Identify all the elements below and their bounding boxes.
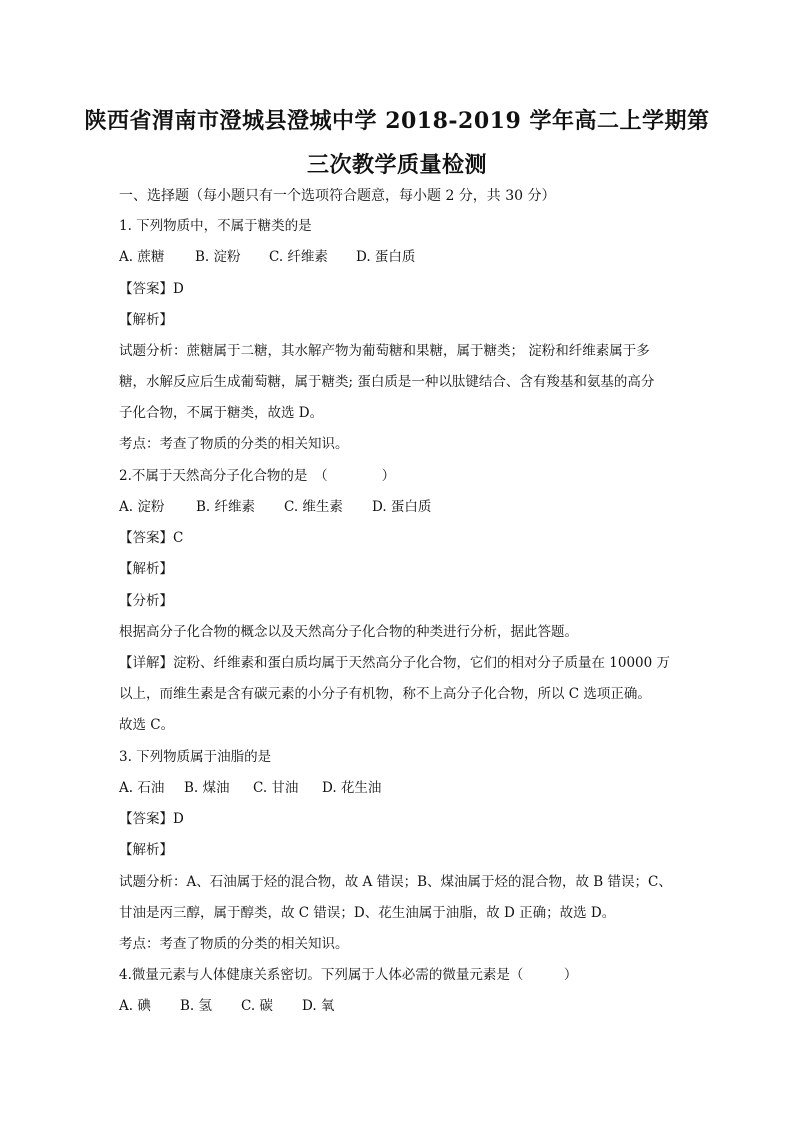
q1-options [119, 247, 415, 267]
q1-option-a: A. 蔗糖 [119, 249, 165, 265]
q1-option-d: D. 蛋白质 [356, 249, 416, 265]
q2-detail-line: 以上，而维生素是含有碳元素的小分子有机物，称不上高分子化合物，所以 C 选项正确。 [119, 686, 651, 702]
q3-stem: 3. 下列物质属于油脂的是 [119, 749, 272, 765]
q3-analysis-line: 甘油是丙三醇，属于醇类，故 C 错误；D、花生油属于油脂，故 D 正确；故选 D。 [119, 905, 616, 921]
q3-answer: 【答案】D [119, 811, 184, 827]
q4-option-b: B. 氢 [180, 998, 213, 1014]
q1-option-c: C. 纤维素 [269, 249, 328, 265]
q1-analysis-line: 子化合物，不属于糖类，故选 D。 [119, 405, 324, 421]
q3-point: 考点：考查了物质的分类的相关知识。 [119, 936, 349, 952]
doc-title-line-1: 陕西省渭南市澄城县澄城中学 2018-2019 学年高二上学期第 [84, 108, 710, 134]
q2-option-c: C. 维生素 [284, 499, 343, 515]
q2-answer: 【答案】C [119, 530, 184, 546]
doc-title-line-2: 三次教学质量检测 [306, 152, 487, 178]
q3-analysis-label: 【解析】 [119, 842, 173, 858]
q4-option-d: D. 氧 [302, 998, 335, 1014]
q2-options [119, 497, 431, 517]
q4-option-c: C. 碳 [241, 998, 273, 1014]
q1-analysis-label: 【解析】 [119, 312, 173, 328]
q2-stem: 2.不属于天然高分子化合物的是 （ ） [119, 468, 396, 484]
q3-options [119, 778, 381, 798]
q2-fenxi-label: 【分析】 [119, 593, 173, 609]
q2-option-b: B. 纤维素 [196, 499, 256, 515]
q1-point: 考点：考查了物质的分类的相关知识。 [119, 436, 349, 452]
q2-fenxi-text: 根据高分子化合物的概念以及天然高分子化合物的种类进行分析，据此答题。 [119, 624, 578, 640]
q3-analysis-line: 试题分析：A、石油属于烃的混合物，故 A 错误；B、煤油属于烃的混合物，故 B 错误；C、 [119, 874, 672, 890]
q2-detail-line: 故选 C。 [119, 717, 175, 733]
section-heading: 一、选择题（每小题只有一个选项符合题意，每小题 2 分，共 30 分） [119, 188, 556, 204]
q2-option-d: D. 蛋白质 [372, 499, 432, 515]
q1-stem: 1. 下列物质中，不属于糖类的是 [119, 218, 312, 234]
q1-option-b: B. 淀粉 [195, 249, 241, 265]
q3-option-b: B. 煤油 [184, 780, 230, 796]
q3-option-a: A. 石油 [119, 780, 165, 796]
q4-option-a: A. 碘 [119, 998, 151, 1014]
q4-stem: 4.微量元素与人体健康关系密切。下列属于人体必需的微量元素是（ ） [119, 967, 578, 983]
q2-detail-line: 【详解】淀粉、纤维素和蛋白质均属于天然高分子化合物，它们的相对分子质量在 10000 万 [119, 655, 671, 671]
q3-option-c: C. 甘油 [253, 780, 299, 796]
q2-analysis-label: 【解析】 [119, 561, 173, 577]
q2-option-a: A. 淀粉 [119, 499, 165, 515]
q1-analysis-line: 试题分析：蔗糖属于二糖，其水解产物为葡萄糖和果糖，属于糖类； 淀粉和纤维素属于多 [119, 343, 650, 359]
q4-options [119, 996, 334, 1016]
q1-analysis-line: 糖，水解反应后生成葡萄糖，属于糖类; 蛋白质是一种以肽键结合、含有羧基和氨基的高分 [119, 374, 655, 390]
q3-option-d: D. 花生油 [322, 780, 382, 796]
q1-answer: 【答案】D [119, 281, 184, 297]
